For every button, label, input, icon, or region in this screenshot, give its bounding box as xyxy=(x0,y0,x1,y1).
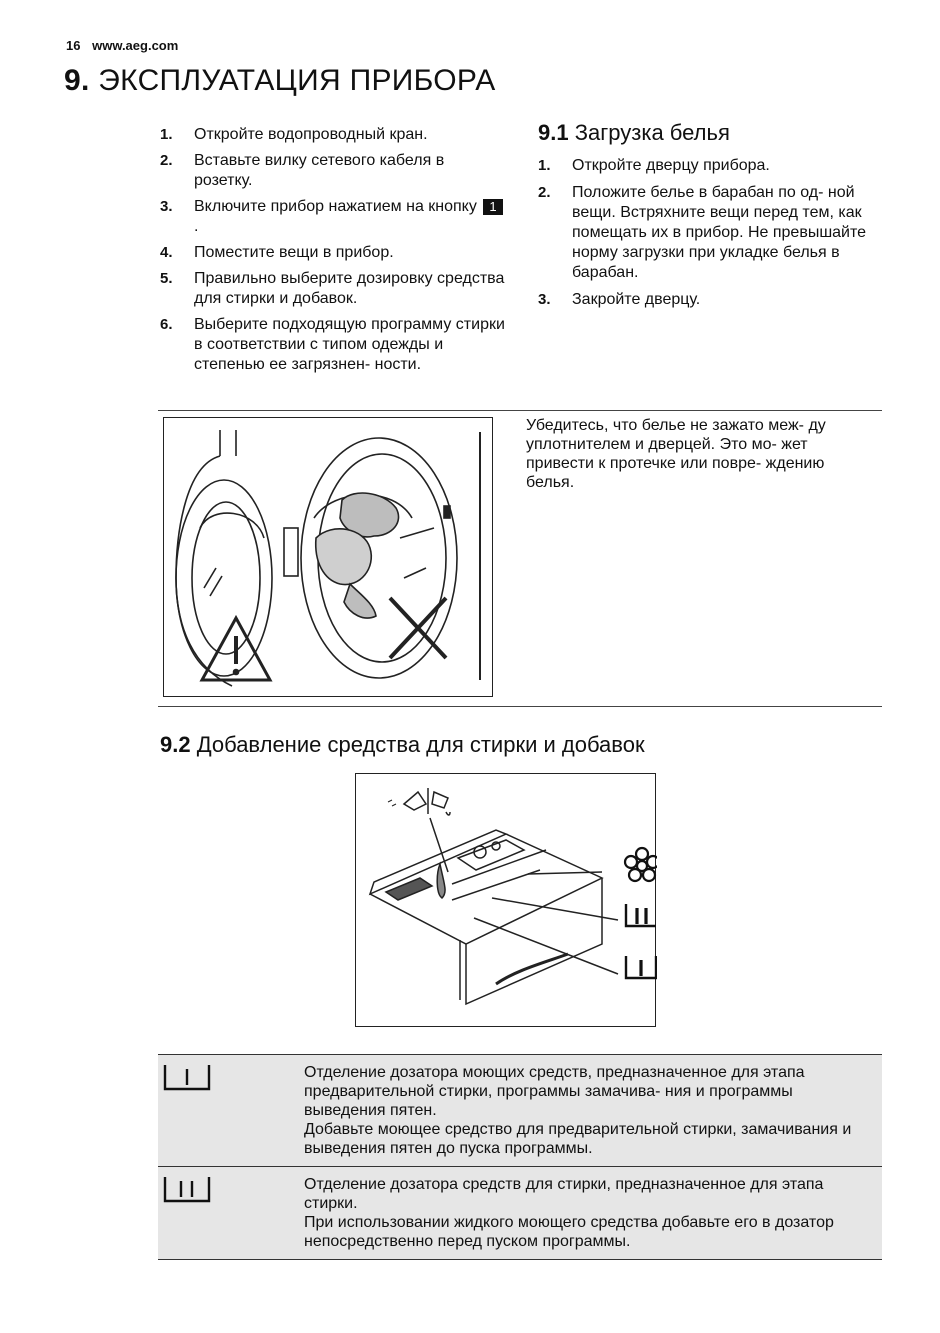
prewash-icon xyxy=(626,956,656,978)
table-cell-icon xyxy=(158,1055,300,1167)
title-number: 9. xyxy=(64,64,90,97)
liquid-pour-icon xyxy=(432,792,448,808)
section-title-9-1: 9.1 Загрузка белья xyxy=(538,120,730,145)
table-cell-text: Отделение дозатора моющих средств, предназначенное для этапа предварительной стирки, программы замачива- ния и программы выведения пятен. Добавьте моющее средство для предварительной стирки, замачивания и выведения пятен до пуска программы. xyxy=(304,1064,852,1157)
dispenser-drawer-illustration xyxy=(355,773,656,1027)
list-item: 2. Вставьте вилку сетевого кабеля в розетку. xyxy=(160,152,445,189)
main-wash-compartment-icon xyxy=(162,1173,214,1205)
warning-note: Убедитесь, что белье не зажато меж- ду уплотнителем и дверцей. Это мо- жет привести к протечке или повре- ждению белья. xyxy=(526,417,826,491)
list-item: 5. Правильно выберите дозировку средства для стирки и добавок. xyxy=(160,270,505,307)
list-item: 3. Закройте дверцу. xyxy=(538,291,701,308)
main-wash-icon xyxy=(626,904,656,926)
section-title-9-2: 9.2 Добавление средства для стирки и добавок xyxy=(160,732,645,757)
list-item: 1. Откройте дверцу прибора. xyxy=(538,157,770,174)
list-item: 1. Откройте водопроводный кран. xyxy=(160,126,428,143)
porthole-rim xyxy=(176,480,272,676)
door-seal-illustration xyxy=(163,417,493,697)
divider xyxy=(158,410,882,411)
softener-flower-icon xyxy=(625,848,657,881)
list-item: 3. Включите прибор нажатием на кнопку 1. xyxy=(160,197,506,237)
table-cell-text: Отделение дозатора средств для стирки, предназначенное для этапа стирки. При использовании жидкого моющего средства добавьте его в дозатор непосредственно перед пуском программы. xyxy=(304,1176,834,1250)
prewash-compartment-icon xyxy=(162,1061,214,1093)
divider xyxy=(158,706,882,707)
list-item: 4. Поместите вещи в прибор. xyxy=(160,244,394,261)
dispenser-compartment-table xyxy=(158,1054,882,1260)
list-item: 2. Положите белье в барабан по од- ной вещи. Встряхните вещи перед тем, как помещать их в прибор. Не превышайте норму загрузки при укладке белья в барабан. xyxy=(538,184,867,281)
page-title xyxy=(64,64,496,98)
button-badge: 1 xyxy=(483,199,502,215)
site-url[interactable]: www.aeg.com xyxy=(92,38,179,53)
section-loading xyxy=(538,120,888,317)
table-row xyxy=(158,1055,882,1167)
table-cell-icon xyxy=(158,1167,300,1260)
title-text: ЭКСПЛУАТАЦИЯ ПРИБОРА xyxy=(98,64,496,97)
page-number: 16 xyxy=(66,38,81,53)
table-row xyxy=(158,1167,882,1260)
list-item: 6. Выберите подходящую программу стирки в соответствии с типом одежды и степенью ее загрязнен- ности. xyxy=(160,316,505,373)
powder-pour-icon xyxy=(404,792,426,810)
operation-steps xyxy=(160,125,506,381)
page-header xyxy=(66,38,178,53)
